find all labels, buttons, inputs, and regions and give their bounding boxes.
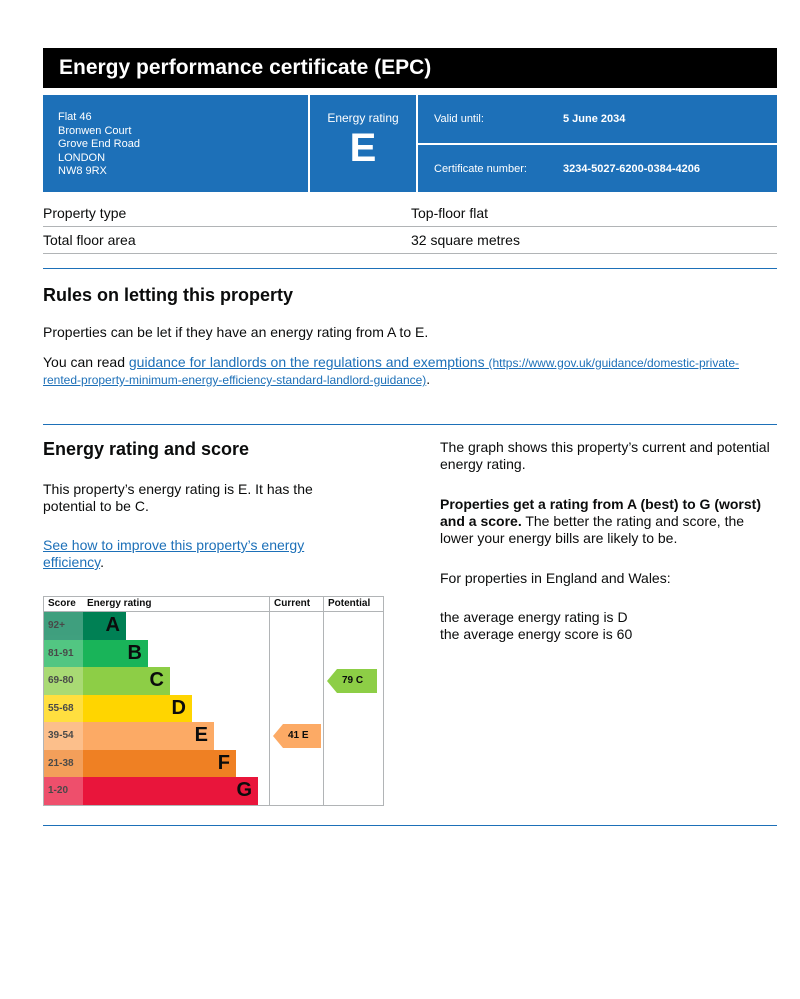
- averages-text: [440, 609, 777, 643]
- rating-explainer-bold: Properties get a rating from A (best) to G (worst) and a score.: [440, 496, 761, 529]
- current-column: [269, 612, 323, 805]
- summary-box: [43, 95, 777, 192]
- energy-section: [43, 439, 777, 806]
- table-row: [43, 227, 777, 254]
- band-score-range: 21-38: [44, 750, 83, 778]
- average-rating-text: the average energy rating is D: [440, 609, 628, 625]
- energy-rating-label: Energy rating: [327, 111, 399, 125]
- energy-heading: Energy rating and score: [43, 439, 250, 459]
- rating-header: Energy rating: [87, 598, 152, 609]
- band-score-range: 55-68: [44, 695, 83, 723]
- floor-area-value: 32 square metres: [411, 232, 520, 248]
- band-bar: [83, 667, 170, 695]
- table-row: [43, 200, 777, 227]
- improve-link[interactable]: See how to improve this property’s energy efficiency: [43, 537, 305, 570]
- score-header: Score: [48, 598, 76, 609]
- band-bar: [83, 722, 214, 750]
- band-letter: C: [149, 669, 164, 691]
- band-bar: [83, 695, 192, 723]
- rating-explainer: [440, 496, 777, 547]
- guidance-suffix: .: [426, 371, 431, 387]
- band-a: [44, 612, 269, 640]
- band-letter: B: [127, 641, 142, 664]
- guidance-link[interactable]: [43, 354, 739, 387]
- floor-area-label: Total floor area: [43, 232, 136, 248]
- page-title: Energy performance certificate (EPC): [43, 48, 777, 88]
- potential-column: [323, 612, 381, 805]
- band-bar: [83, 750, 236, 778]
- rules-paragraph: Properties can be let if they have an energy rating from A to E.: [43, 324, 429, 340]
- address-line: Flat 46: [58, 111, 92, 123]
- band-bar: [83, 612, 126, 640]
- band-b: [44, 640, 269, 668]
- band-d: [44, 695, 269, 723]
- valid-until-value: 5 June 2034: [563, 113, 626, 125]
- rating-explainer-rest: The better the rating and score, the lower your energy bills are likely to be.: [440, 513, 745, 546]
- rating-bands: [44, 612, 269, 805]
- band-c: [44, 667, 269, 695]
- address-line: NW8 9RX: [58, 165, 107, 177]
- energy-rating-box: [310, 95, 416, 192]
- section-divider: [43, 268, 777, 269]
- property-type-value: Top-floor flat: [411, 205, 489, 221]
- band-letter: D: [171, 696, 186, 719]
- property-details-table: [43, 200, 777, 254]
- property-type-label: Property type: [43, 205, 127, 221]
- band-f: [44, 750, 269, 778]
- address-line: Grove End Road: [58, 138, 140, 150]
- epc-document: [43, 48, 777, 826]
- band-letter: F: [217, 751, 230, 774]
- band-score-range: 81-91: [44, 640, 83, 668]
- band-g: [44, 777, 269, 805]
- guidance-paragraph: [43, 354, 777, 388]
- guidance-prefix: You can read: [43, 354, 129, 370]
- guidance-link-text: guidance for landlords on the regulations and exemptions: [128, 354, 485, 370]
- section-divider: [43, 825, 777, 826]
- band-bar: [83, 640, 148, 668]
- band-score-range: 69-80: [44, 667, 83, 695]
- guidance-link-url: (https://www.gov.uk/guidance/domestic-private-rented-property-minimum-energy-efficiency-standard-landlord-guidance): [43, 356, 740, 387]
- band-score-range: 39-54: [44, 722, 83, 750]
- potential-header: Potential: [323, 597, 381, 611]
- average-score-text: the average energy score is 60: [440, 626, 633, 642]
- certificate-number-value: 3234-5027-6200-0384-4206: [563, 162, 701, 175]
- potential-rating-arrow: [327, 669, 377, 693]
- energy-intro: This property’s energy rating is E. It has the potential to be C.: [43, 481, 313, 514]
- energy-right-column: [440, 439, 777, 806]
- current-header: Current: [269, 597, 323, 611]
- rules-heading: Rules on letting this property: [43, 285, 294, 305]
- energy-rating-letter: E: [349, 126, 377, 170]
- certificate-number-row: [418, 145, 777, 192]
- band-letter: G: [236, 779, 252, 801]
- improve-paragraph: [43, 537, 333, 571]
- valid-until-label: Valid until:: [434, 113, 484, 125]
- band-e: [44, 722, 269, 750]
- property-address: [43, 95, 308, 192]
- energy-left-column: [43, 439, 403, 806]
- chart-body: [44, 612, 383, 805]
- certificate-details: [418, 95, 777, 192]
- section-divider: [43, 424, 777, 425]
- chart-header: [44, 596, 383, 612]
- band-score-range: 92+: [44, 612, 83, 640]
- current-rating-arrow: [273, 724, 321, 748]
- energy-rating-chart: [43, 596, 384, 806]
- band-letter: A: [105, 614, 120, 636]
- address-line: Bronwen Court: [58, 124, 132, 137]
- band-bar: [83, 777, 258, 805]
- band-score-range: 1-20: [44, 777, 83, 805]
- valid-until-row: [418, 95, 777, 143]
- current-rating-arrow-label: 41 E: [288, 730, 309, 742]
- improve-suffix: .: [100, 554, 104, 570]
- regions-text: For properties in England and Wales:: [440, 570, 671, 586]
- certificate-number-label: Certificate number:: [434, 162, 527, 175]
- graph-explainer: The graph shows this property’s current and potential energy rating.: [440, 439, 770, 472]
- address-line: LONDON: [58, 151, 106, 164]
- potential-rating-arrow-label: 79 C: [342, 675, 364, 687]
- band-letter: E: [194, 724, 208, 746]
